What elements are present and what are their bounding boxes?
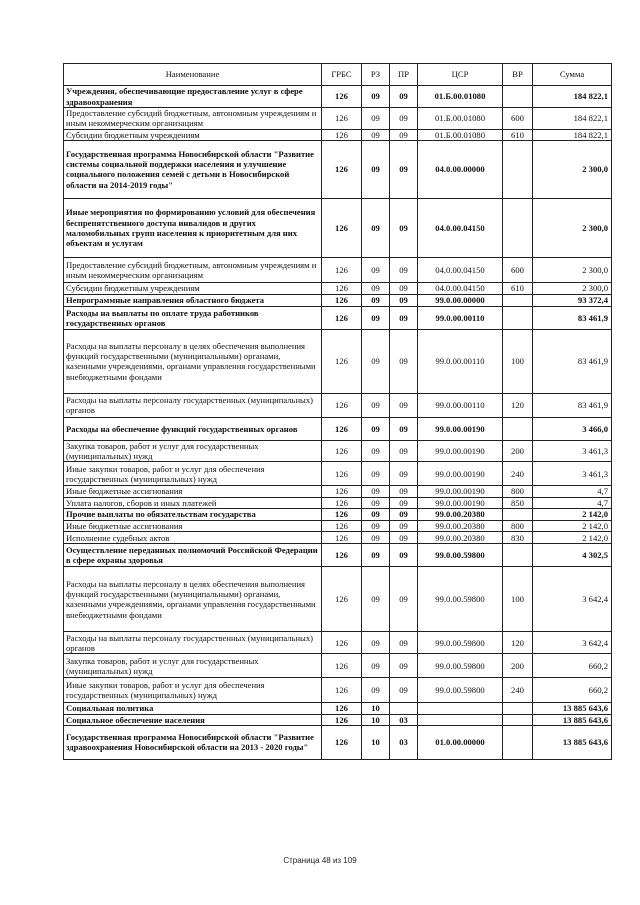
cell-sum: 184 822,1 (533, 108, 612, 130)
cell-grbs: 126 (322, 654, 362, 678)
cell-vr (503, 198, 533, 257)
cell-grbs: 126 (322, 140, 362, 198)
cell-grbs: 126 (322, 108, 362, 130)
table-row (64, 714, 612, 725)
table-row (64, 108, 612, 130)
cell-pr: 09 (390, 509, 418, 521)
budget-table (63, 63, 612, 760)
cell-name: Иные закупки товаров, работ и услуг для обеспечения государственных (муниципальных) нужд (64, 678, 322, 703)
cell-vr (503, 306, 533, 329)
cell-name: Осуществление переданных полномочий Российской Федерации в сфере охраны здоровья (64, 544, 322, 567)
cell-rz: 09 (362, 329, 390, 393)
table-row (64, 678, 612, 703)
cell-vr: 100 (503, 567, 533, 632)
header-csr: ЦСР (418, 64, 503, 86)
cell-pr: 09 (390, 140, 418, 198)
cell-csr: 99.0.00.00190 (418, 486, 503, 497)
cell-rz: 09 (362, 678, 390, 703)
cell-vr: 610 (503, 282, 533, 294)
cell-vr (503, 725, 533, 759)
cell-pr: 09 (390, 486, 418, 497)
cell-csr: 99.0.00.00190 (418, 462, 503, 486)
cell-vr: 610 (503, 129, 533, 140)
table-row (64, 544, 612, 567)
cell-sum: 4,7 (533, 486, 612, 497)
cell-vr: 100 (503, 329, 533, 393)
cell-vr: 600 (503, 257, 533, 282)
table-row (64, 486, 612, 497)
cell-vr: 240 (503, 462, 533, 486)
cell-name: Субсидии бюджетным учреждениям (64, 129, 322, 140)
header-name: Наименование (64, 64, 322, 86)
cell-grbs: 126 (322, 86, 362, 108)
cell-grbs: 126 (322, 129, 362, 140)
cell-grbs: 126 (322, 294, 362, 306)
cell-csr: 01.Б.00.01080 (418, 86, 503, 108)
cell-rz: 09 (362, 486, 390, 497)
cell-grbs: 126 (322, 257, 362, 282)
cell-name: Непрограммные направления областного бюджета (64, 294, 322, 306)
cell-sum: 2 300,0 (533, 198, 612, 257)
cell-vr: 120 (503, 632, 533, 654)
cell-vr: 120 (503, 393, 533, 417)
cell-vr: 850 (503, 497, 533, 508)
cell-csr: 99.0.00.00190 (418, 440, 503, 462)
cell-csr: 99.0.00.00110 (418, 393, 503, 417)
cell-rz: 09 (362, 294, 390, 306)
cell-pr: 09 (390, 521, 418, 532)
cell-pr: 09 (390, 198, 418, 257)
table-row (64, 440, 612, 462)
cell-rz: 09 (362, 532, 390, 544)
cell-csr: 99.0.00.00190 (418, 417, 503, 440)
cell-csr: 99.0.00.20380 (418, 521, 503, 532)
cell-rz: 10 (362, 714, 390, 725)
table-row (64, 725, 612, 759)
cell-sum: 3 466,0 (533, 417, 612, 440)
cell-sum: 83 461,9 (533, 329, 612, 393)
cell-pr: 03 (390, 725, 418, 759)
cell-name: Учреждения, обеспечивающие предоставление услуг в сфере здравоохранения (64, 86, 322, 108)
cell-vr: 600 (503, 108, 533, 130)
budget-document (63, 63, 611, 760)
cell-sum: 13 885 643,6 (533, 714, 612, 725)
cell-sum: 83 461,9 (533, 393, 612, 417)
cell-csr: 99.0.00.59800 (418, 544, 503, 567)
cell-csr: 99.0.00.00110 (418, 329, 503, 393)
cell-csr: 04.0.00.00000 (418, 140, 503, 198)
cell-pr: 09 (390, 282, 418, 294)
table-row (64, 393, 612, 417)
cell-pr: 03 (390, 714, 418, 725)
cell-name: Иные бюджетные ассигнования (64, 521, 322, 532)
cell-vr: 200 (503, 440, 533, 462)
cell-grbs: 126 (322, 567, 362, 632)
cell-pr: 09 (390, 654, 418, 678)
cell-name: Предоставление субсидий бюджетным, автономным учреждениям и иным некоммерческим организациям (64, 108, 322, 130)
cell-csr: 04.0.00.04150 (418, 257, 503, 282)
cell-sum: 2 300,0 (533, 257, 612, 282)
cell-pr: 09 (390, 544, 418, 567)
cell-sum: 13 885 643,6 (533, 725, 612, 759)
cell-rz: 10 (362, 703, 390, 714)
cell-rz: 09 (362, 632, 390, 654)
cell-sum: 660,2 (533, 654, 612, 678)
cell-name: Закупка товаров, работ и услуг для государственных (муниципальных) нужд (64, 654, 322, 678)
cell-csr: 04.0.00.04150 (418, 282, 503, 294)
table-row (64, 140, 612, 198)
cell-sum: 2 300,0 (533, 282, 612, 294)
cell-grbs: 126 (322, 632, 362, 654)
cell-pr: 09 (390, 532, 418, 544)
cell-name: Расходы на выплаты персоналу в целях обеспечения выполнения функций государственными (муниципальными) органами, казенными учреждениями, органами управления государственными внебюджетными фондами (64, 567, 322, 632)
cell-sum: 13 885 643,6 (533, 703, 612, 714)
cell-csr: 99.0.00.59800 (418, 678, 503, 703)
page-number: Страница 48 из 109 (283, 856, 357, 865)
table-row (64, 86, 612, 108)
cell-rz: 09 (362, 257, 390, 282)
cell-name: Иные закупки товаров, работ и услуг для обеспечения государственных (муниципальных) нужд (64, 462, 322, 486)
cell-grbs: 126 (322, 532, 362, 544)
table-row (64, 282, 612, 294)
table-row (64, 417, 612, 440)
cell-grbs: 126 (322, 509, 362, 521)
cell-csr (418, 714, 503, 725)
cell-rz: 09 (362, 393, 390, 417)
cell-rz: 09 (362, 654, 390, 678)
table-header-row (64, 64, 612, 86)
cell-pr (390, 703, 418, 714)
cell-pr: 09 (390, 632, 418, 654)
cell-grbs: 126 (322, 703, 362, 714)
cell-vr: 240 (503, 678, 533, 703)
cell-rz: 09 (362, 509, 390, 521)
table-row (64, 632, 612, 654)
table-row (64, 497, 612, 508)
cell-pr: 09 (390, 306, 418, 329)
cell-grbs: 126 (322, 440, 362, 462)
cell-vr: 800 (503, 486, 533, 497)
cell-grbs: 126 (322, 462, 362, 486)
cell-name: Расходы на выплаты персоналу государственных (муниципальных) органов (64, 393, 322, 417)
cell-pr: 09 (390, 86, 418, 108)
cell-sum: 93 372,4 (533, 294, 612, 306)
cell-pr: 09 (390, 257, 418, 282)
cell-csr: 01.Б.00.01080 (418, 108, 503, 130)
cell-grbs: 126 (322, 306, 362, 329)
cell-pr: 09 (390, 497, 418, 508)
cell-rz: 09 (362, 462, 390, 486)
cell-sum: 2 142,0 (533, 521, 612, 532)
cell-grbs: 126 (322, 417, 362, 440)
table-row (64, 257, 612, 282)
cell-rz: 09 (362, 417, 390, 440)
table-row (64, 532, 612, 544)
cell-sum: 3 461,3 (533, 462, 612, 486)
cell-pr: 09 (390, 567, 418, 632)
cell-csr: 01.0.00.00000 (418, 725, 503, 759)
cell-grbs: 126 (322, 714, 362, 725)
cell-rz: 09 (362, 129, 390, 140)
cell-grbs: 126 (322, 486, 362, 497)
table-row (64, 654, 612, 678)
cell-sum: 184 822,1 (533, 86, 612, 108)
cell-csr: 01.Б.00.01080 (418, 129, 503, 140)
cell-csr: 99.0.00.20380 (418, 509, 503, 521)
cell-grbs: 126 (322, 725, 362, 759)
header-sum: Сумма (533, 64, 612, 86)
table-body (64, 86, 612, 760)
cell-pr: 09 (390, 329, 418, 393)
table-row (64, 509, 612, 521)
cell-name: Расходы на выплаты персоналу в целях обеспечения выполнения функций государственными (муниципальными) органами, казенными учреждениями, органами управления государственными внебюджетными фондами (64, 329, 322, 393)
table-row (64, 567, 612, 632)
cell-pr: 09 (390, 440, 418, 462)
cell-pr: 09 (390, 678, 418, 703)
cell-name: Закупка товаров, работ и услуг для государственных (муниципальных) нужд (64, 440, 322, 462)
cell-grbs: 126 (322, 678, 362, 703)
cell-sum: 3 642,4 (533, 567, 612, 632)
cell-rz: 10 (362, 725, 390, 759)
cell-grbs: 126 (322, 198, 362, 257)
table-row (64, 703, 612, 714)
cell-csr: 99.0.00.20380 (418, 532, 503, 544)
cell-csr (418, 703, 503, 714)
cell-sum: 2 300,0 (533, 140, 612, 198)
cell-sum: 83 461,9 (533, 306, 612, 329)
cell-grbs: 126 (322, 393, 362, 417)
cell-rz: 09 (362, 86, 390, 108)
cell-name: Государственная программа Новосибирской области "Развитие системы социальной поддержки населения и улучшение социального положения семей с детьми в Новосибирской области на 2014-2019 годы" (64, 140, 322, 198)
cell-name: Исполнение судебных актов (64, 532, 322, 544)
cell-vr: 200 (503, 654, 533, 678)
cell-sum: 3 642,4 (533, 632, 612, 654)
table-row (64, 306, 612, 329)
cell-csr: 99.0.00.00110 (418, 306, 503, 329)
cell-name: Социальное обеспечение населения (64, 714, 322, 725)
cell-rz: 09 (362, 521, 390, 532)
cell-name: Прочие выплаты по обязательствам государства (64, 509, 322, 521)
cell-vr (503, 714, 533, 725)
table-row (64, 521, 612, 532)
cell-vr: 830 (503, 532, 533, 544)
header-grbs: ГРБС (322, 64, 362, 86)
cell-sum: 4 302,5 (533, 544, 612, 567)
cell-rz: 09 (362, 567, 390, 632)
table-row (64, 198, 612, 257)
cell-csr: 99.0.00.00000 (418, 294, 503, 306)
cell-name: Расходы на выплаты по оплате труда работников государственных органов (64, 306, 322, 329)
cell-sum: 2 142,0 (533, 532, 612, 544)
cell-name: Субсидии бюджетным учреждениям (64, 282, 322, 294)
cell-grbs: 126 (322, 544, 362, 567)
cell-rz: 09 (362, 440, 390, 462)
cell-vr (503, 294, 533, 306)
cell-vr (503, 86, 533, 108)
cell-rz: 09 (362, 544, 390, 567)
cell-vr (503, 140, 533, 198)
cell-rz: 09 (362, 497, 390, 508)
cell-grbs: 126 (322, 282, 362, 294)
table-row (64, 462, 612, 486)
cell-vr (503, 417, 533, 440)
cell-pr: 09 (390, 294, 418, 306)
cell-pr: 09 (390, 417, 418, 440)
cell-name: Иные бюджетные ассигнования (64, 486, 322, 497)
cell-name: Уплата налогов, сборов и иных платежей (64, 497, 322, 508)
cell-rz: 09 (362, 108, 390, 130)
cell-name: Иные мероприятия по формированию условий для обеспечения беспрепятственного доступа инвалидов и других маломобильных групп населения к приоритетным для них объектам и услугам (64, 198, 322, 257)
cell-rz: 09 (362, 282, 390, 294)
cell-sum: 2 142,0 (533, 509, 612, 521)
table-row (64, 129, 612, 140)
cell-sum: 184 822,1 (533, 129, 612, 140)
table-row (64, 294, 612, 306)
cell-vr (503, 509, 533, 521)
cell-grbs: 126 (322, 497, 362, 508)
cell-rz: 09 (362, 306, 390, 329)
cell-pr: 09 (390, 393, 418, 417)
cell-sum: 660,2 (533, 678, 612, 703)
cell-csr: 99.0.00.59800 (418, 567, 503, 632)
cell-vr (503, 703, 533, 714)
header-vr: ВР (503, 64, 533, 86)
cell-name: Предоставление субсидий бюджетным, автономным учреждениям и иным некоммерческим организациям (64, 257, 322, 282)
cell-pr: 09 (390, 129, 418, 140)
cell-vr (503, 544, 533, 567)
cell-sum: 4,7 (533, 497, 612, 508)
cell-sum: 3 461,3 (533, 440, 612, 462)
table-row (64, 329, 612, 393)
cell-rz: 09 (362, 140, 390, 198)
cell-name: Государственная программа Новосибирской области "Развитие здравоохранения Новосибирской области на 2013 - 2020 годы" (64, 725, 322, 759)
cell-csr: 04.0.00.04150 (418, 198, 503, 257)
header-rz: РЗ (362, 64, 390, 86)
cell-csr: 99.0.00.59800 (418, 632, 503, 654)
cell-name: Расходы на выплаты персоналу государственных (муниципальных) органов (64, 632, 322, 654)
cell-name: Расходы на обеспечение функций государственных органов (64, 417, 322, 440)
header-pr: ПР (390, 64, 418, 86)
cell-csr: 99.0.00.00190 (418, 497, 503, 508)
cell-grbs: 126 (322, 521, 362, 532)
cell-grbs: 126 (322, 329, 362, 393)
cell-vr: 800 (503, 521, 533, 532)
cell-csr: 99.0.00.59800 (418, 654, 503, 678)
cell-pr: 09 (390, 108, 418, 130)
cell-rz: 09 (362, 198, 390, 257)
cell-name: Социальная политика (64, 703, 322, 714)
cell-pr: 09 (390, 462, 418, 486)
